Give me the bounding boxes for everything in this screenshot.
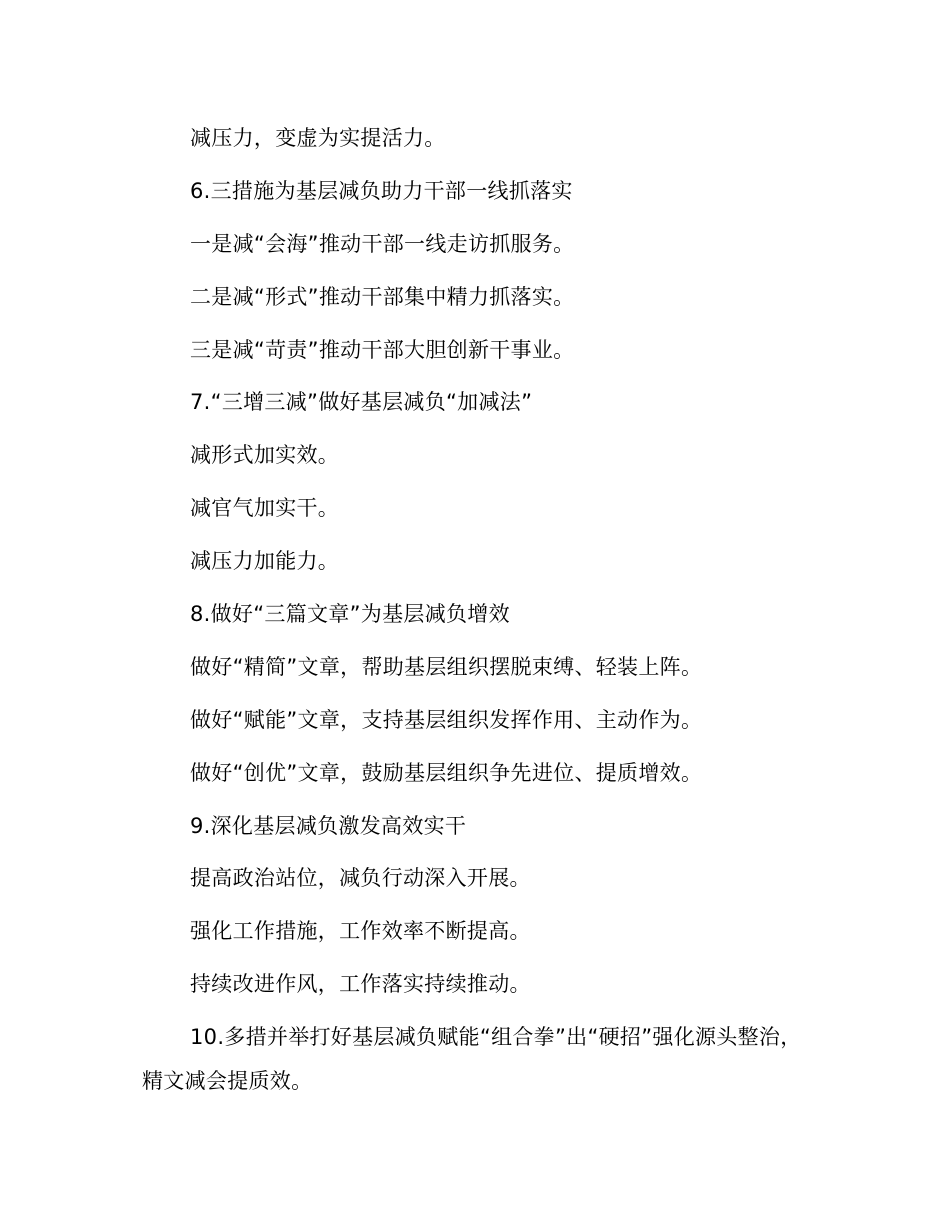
- section-heading-9: 9.深化基层减负激发高效实干: [190, 813, 467, 838]
- paragraph: 二是减“形式”推动干部集中精力抓落实。: [190, 284, 575, 309]
- paragraph: 提高政治站位，减负行动深入开展。: [190, 866, 531, 891]
- document-page: [142, 116, 818, 1112]
- paragraph: 做好“创优”文章，鼓励基层组织争先进位、提质增效。: [190, 760, 703, 785]
- paragraph: 做好“赋能”文章，支持基层组织发挥作用、主动作为。: [190, 707, 703, 732]
- paragraph: 减压力加能力。: [190, 549, 340, 574]
- paragraph: 减压力，变虚为实提活力。: [190, 126, 446, 150]
- paragraph: 三是减“苛责”推动干部大胆创新干事业。: [190, 337, 575, 362]
- section-heading-7: 7.“三增三减”做好基层减负“加减法”: [190, 390, 533, 415]
- paragraph: 强化工作措施，工作效率不断提高。: [190, 919, 531, 944]
- section-heading-10: 10.多措并举打好基层减负赋能“组合拳”出“硬招”强化源头整治，精文减会提质效。: [142, 1025, 802, 1094]
- paragraph: 做好“精简”文章，帮助基层组织摆脱束缚、轻装上阵。: [190, 654, 703, 679]
- paragraph: 一是减“会海”推动干部一线走访抓服务。: [190, 231, 575, 256]
- section-heading-8: 8.做好“三篇文章”为基层减负增效: [190, 602, 510, 627]
- paragraph: 持续改进作风，工作落实持续推动。: [190, 972, 531, 997]
- paragraph: 减官气加实干。: [190, 496, 340, 521]
- section-heading-6: 6.三措施为基层减负助力干部一线抓落实: [190, 178, 573, 203]
- paragraph: 减形式加实效。: [190, 443, 340, 468]
